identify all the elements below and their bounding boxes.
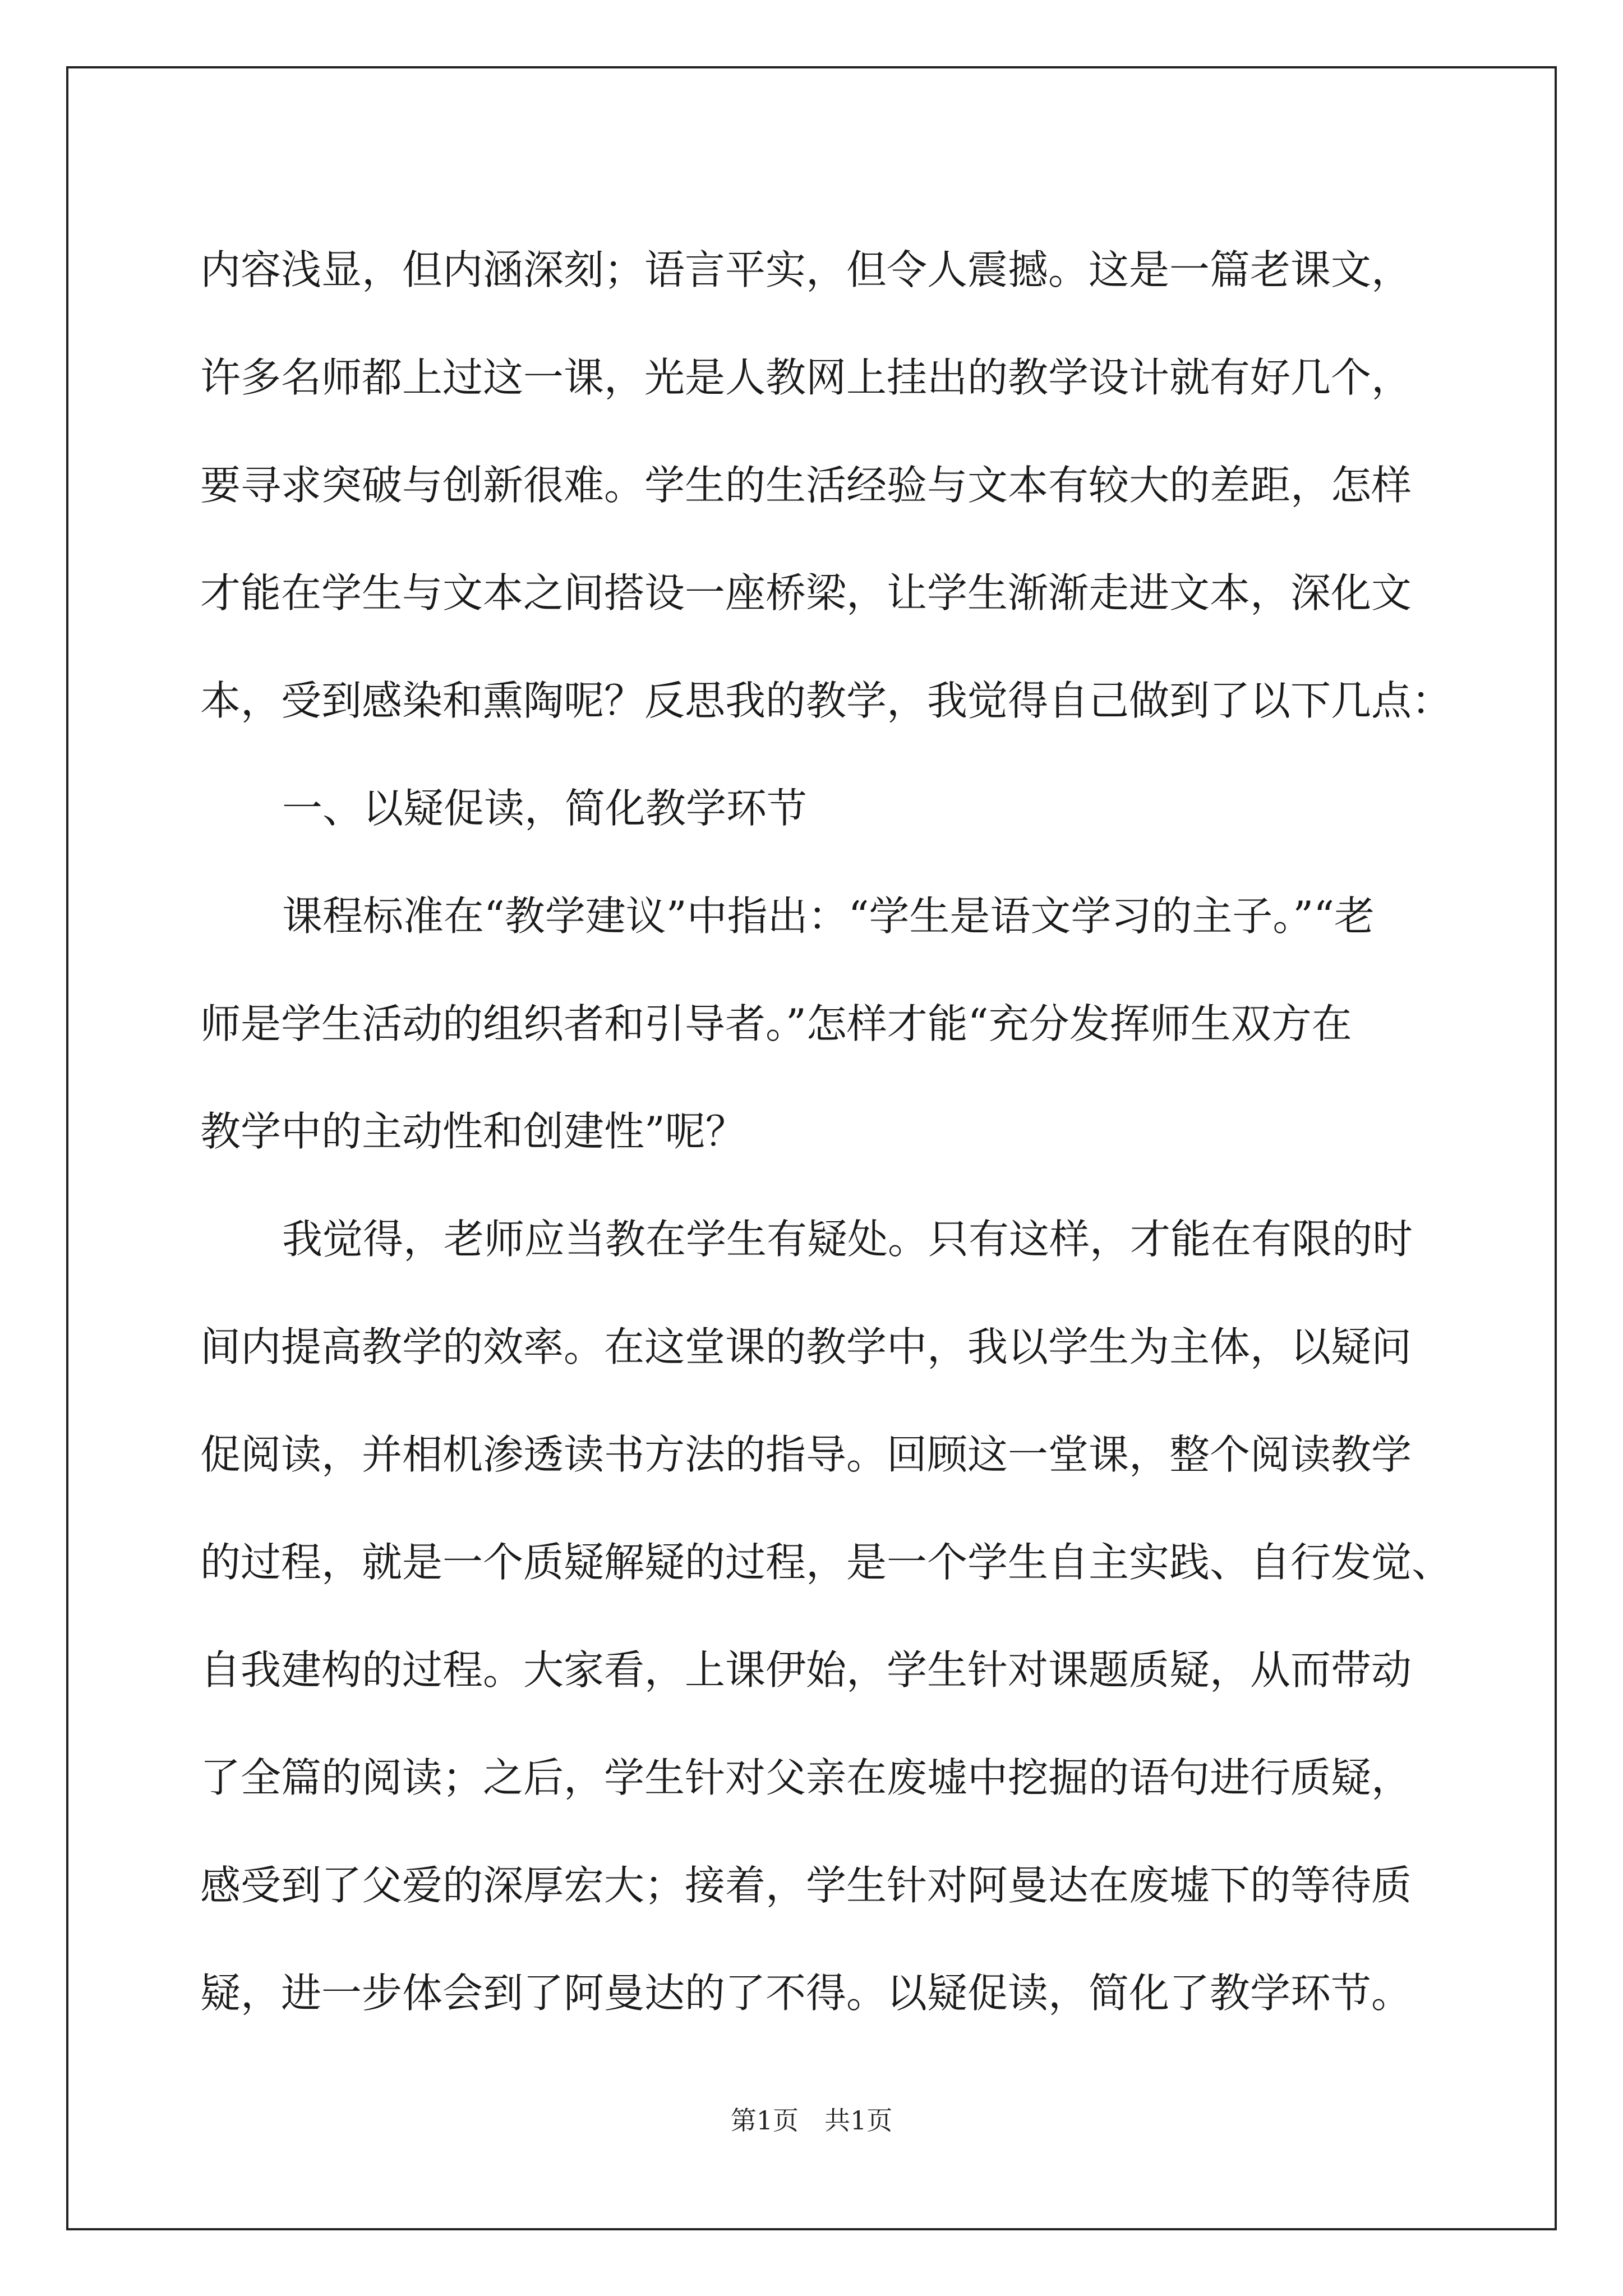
text-line: 许多名师都上过这一课，光是人教网上挂出的教学设计就有好几个，: [200, 354, 1412, 401]
document-body: [200, 216, 1490, 2047]
section-heading: 一、以疑促读，简化教学环节: [282, 785, 808, 832]
text-line: 课程标准在“教学建议”中指出：“学生是语文学习的主子。”“老: [282, 892, 1375, 940]
text-line: 教学中的主动性和创建性”呢？: [200, 1108, 746, 1155]
text-line: 的过程，就是一个质疑解疑的过程，是一个学生自主实践、自行发觉、: [200, 1539, 1453, 1586]
text-line: 我觉得，老师应当教在学生有疑处。只有这样，才能在有限的时: [282, 1216, 1413, 1263]
text-line: 间内提高教学的效率。在这堂课的教学中，我以学生为主体，以疑问: [200, 1323, 1412, 1370]
text-line: 内容浅显，但内涵深刻；语言平实，但令人震撼。这是一篇老课文，: [200, 246, 1412, 293]
page-number-footer: 第1页 共1页: [730, 2105, 893, 2136]
text-line: 疑，进一步体会到了阿曼达的了不得。以疑促读，简化了教学环节。: [200, 1970, 1412, 2017]
text-line: 才能在学生与文本之间搭设一座桥梁，让学生渐渐走进文本，深化文: [200, 569, 1412, 616]
text-line: 感受到了父爱的深厚宏大；接着，学生针对阿曼达在废墟下的等待质: [200, 1862, 1412, 1909]
text-line: 自我建构的过程。大家看，上课伊始，学生针对课题质疑，从而带动: [200, 1646, 1412, 1694]
text-line: 要寻求突破与创新很难。学生的生活经验与文本有较大的差距，怎样: [200, 462, 1412, 509]
text-line: 了全篇的阅读；之后，学生针对父亲在废墟中挖掘的语句进行质疑，: [200, 1754, 1412, 1801]
text-line: 本，受到感染和熏陶呢？反思我的教学，我觉得自己做到了以下几点：: [200, 677, 1453, 724]
text-line: 师是学生活动的组织者和引导者。”怎样才能“充分发挥师生双方在: [200, 1000, 1352, 1047]
text-line: 促阅读，并相机渗透读书方法的指导。回顾这一堂课，整个阅读教学: [200, 1431, 1412, 1478]
